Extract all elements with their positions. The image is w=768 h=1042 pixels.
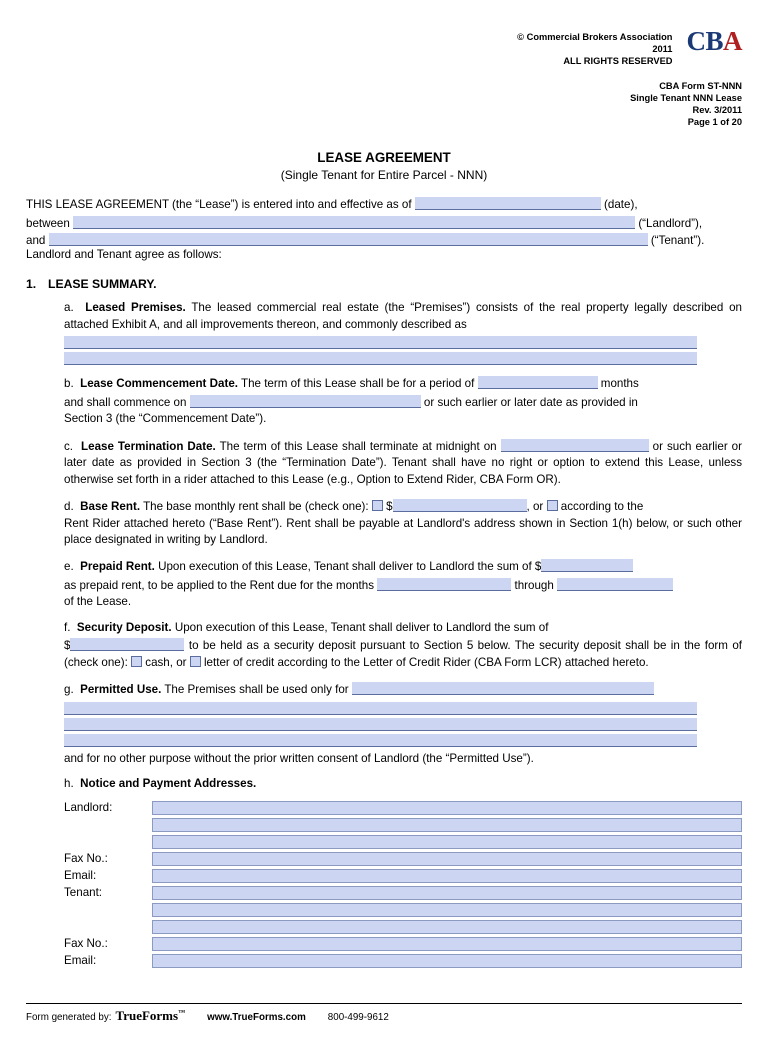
page-title: LEASE AGREEMENT: [317, 149, 451, 165]
item-a-leased-premises: [64, 300, 742, 365]
permitted-use-field-1[interactable]: [352, 682, 654, 695]
form-info-block: [26, 80, 742, 128]
item-d-text-1: The base monthly rent shall be (check one):: [143, 500, 369, 514]
item-f-text-1: Upon execution of this Lease, Tenant shall deliver to Landlord the sum of: [174, 620, 549, 634]
intro-line1-pre: THIS LEASE AGREEMENT (the “Lease”) is entered into and effective as of: [26, 197, 412, 211]
item-g-letter: g.: [64, 683, 74, 697]
item-d-base-rent: [64, 497, 742, 548]
item-h-letter: h.: [64, 777, 74, 791]
termination-date-field[interactable]: [501, 439, 649, 452]
address-row-landlord: [64, 801, 742, 815]
item-b-text-4: or such earlier or later date as provided in: [423, 395, 638, 409]
address-row-tenant-email: [64, 954, 742, 968]
tenant-address-field-3[interactable]: [152, 920, 742, 934]
address-row-tenant-fax: [64, 937, 742, 951]
landlord-fax-field[interactable]: [152, 852, 742, 866]
section-1-title: LEASE SUMMARY.: [48, 277, 157, 292]
item-c-termination-date: [64, 437, 742, 488]
item-c-text-1: The term of this Lease shall terminate at midnight on: [219, 439, 497, 453]
footer-website[interactable]: www.TrueForms.com: [207, 1012, 306, 1023]
landlord-address-field-2[interactable]: [152, 818, 742, 832]
item-f-dollar: $: [64, 639, 71, 653]
footer-brand: [116, 1008, 186, 1024]
cba-logo-text: CB: [686, 26, 723, 56]
item-a-text: The leased commercial real estate (the “Premises”) consists of the real property legally described on attached Exhibit A, and all improvements thereon, and commonly described as: [64, 301, 743, 331]
form-revision: Rev. 3/2011: [692, 104, 742, 115]
address-row-landlord-email: [64, 869, 742, 883]
base-rent-rider-checkbox[interactable]: [547, 500, 558, 511]
intro-line3-pre: and: [26, 234, 46, 248]
footer-brand-name: TrueForms: [115, 1008, 179, 1023]
tenant-fax-label: Fax No.:: [64, 937, 108, 950]
address-block: [64, 801, 742, 968]
intro-line3-post: (“Tenant”).: [650, 234, 705, 248]
cba-logo-accent: A: [723, 26, 742, 56]
effective-date-field[interactable]: [415, 197, 601, 210]
landlord-address-field-1[interactable]: [152, 801, 742, 815]
intro-paragraph: [26, 195, 742, 213]
landlord-email-label: Email:: [64, 869, 97, 882]
item-f-text-4: letter of credit according to the Letter of Credit Rider (CBA Form LCR) attached hereto.: [203, 655, 649, 669]
copyright-block: [517, 30, 672, 68]
copyright-line-1: © Commercial Brokers Association: [517, 32, 673, 42]
commencement-date-field[interactable]: [190, 395, 421, 408]
premises-description-field-1[interactable]: [64, 336, 697, 349]
intro-line3: [26, 231, 742, 247]
intro-line2: [26, 214, 742, 230]
permitted-use-field-2[interactable]: [64, 702, 697, 715]
item-f-security-deposit: [64, 620, 742, 671]
base-rent-amount-checkbox[interactable]: [372, 500, 383, 511]
address-row-landlord-fax: [64, 852, 742, 866]
tenant-name-field[interactable]: [49, 233, 648, 246]
security-deposit-amount-field[interactable]: [70, 638, 184, 651]
item-b-label: Lease Commencement Date.: [80, 377, 238, 391]
item-b-text-2: months: [600, 377, 639, 391]
item-e-text-2: as prepaid rent, to be applied to the Rent due for the months: [64, 578, 375, 592]
address-row-landlord-3: [64, 835, 742, 849]
item-d-text-2: , or: [526, 500, 544, 514]
landlord-address-field-3[interactable]: [152, 835, 742, 849]
permitted-use-field-3[interactable]: [64, 718, 697, 731]
page-content: [26, 26, 743, 968]
security-deposit-loc-checkbox[interactable]: [190, 656, 201, 667]
intro-line4: Landlord and Tenant agree as follows:: [26, 248, 222, 262]
item-d-label: Base Rent.: [80, 500, 141, 514]
landlord-fax-label: Fax No.:: [64, 852, 108, 865]
footer-brand-trademark: ™: [178, 1008, 186, 1017]
page-subtitle: (Single Tenant for Entire Parcel - NNN): [280, 167, 488, 182]
item-h-label: Notice and Payment Addresses.: [80, 777, 257, 791]
tenant-address-field-1[interactable]: [152, 886, 742, 900]
address-row-tenant-2: [64, 903, 742, 917]
copyright-line-2: 2011: [652, 43, 673, 54]
item-a-label: Leased Premises.: [85, 301, 186, 315]
tenant-fax-field[interactable]: [152, 937, 742, 951]
prepaid-rent-amount-field[interactable]: [541, 559, 633, 572]
item-g-text-1: The Premises shall be used only for: [164, 683, 349, 697]
item-d-letter: d.: [64, 500, 74, 514]
item-e-text-3: through: [514, 578, 554, 592]
tenant-address-field-2[interactable]: [152, 903, 742, 917]
footer-generated-by: Form generated by:: [26, 1012, 112, 1023]
intro-line1-post: (date),: [604, 197, 638, 211]
item-h-notice-addresses: [64, 776, 742, 792]
form-name: Single Tenant NNN Lease: [630, 92, 742, 103]
item-f-letter: f.: [64, 620, 71, 634]
section-1-heading: [26, 277, 742, 291]
item-e-letter: e.: [64, 560, 74, 574]
tenant-address-label: Tenant:: [64, 886, 103, 899]
item-b-commencement-date: [64, 374, 742, 427]
section-1-number: 1.: [26, 277, 37, 292]
prepaid-rent-through-field[interactable]: [557, 578, 673, 591]
section-1-items: [64, 300, 742, 792]
intro-line2-pre: between: [26, 217, 70, 231]
item-f-text-2: to be held as a security deposit pursuant to Section 5 below. The security deposit shall be in the form of (check one):: [64, 639, 742, 669]
landlord-email-field[interactable]: [152, 869, 742, 883]
landlord-address-label: Landlord:: [64, 801, 113, 814]
footer-phone: 800-499-9612: [327, 1012, 389, 1023]
item-c-text-2: or such earlier or later date as provided in Section 3 (the “Termination Date”). Tenant shall have no right or option to extend this Lease, unless otherwise set forth in a rider attached to this Lease (e.g., Option to Extend Rider, CBA Form OR).: [64, 439, 742, 486]
form-id: CBA Form ST-NNN: [659, 80, 742, 91]
prepaid-rent-from-field[interactable]: [377, 578, 511, 591]
item-c-letter: c.: [64, 439, 74, 453]
item-g-permitted-use: [64, 680, 742, 767]
item-d-text-3: according to the: [560, 500, 644, 514]
address-row-tenant: [64, 886, 742, 900]
item-e-prepaid-rent: [64, 557, 742, 610]
item-d-dollar: $: [386, 500, 393, 514]
security-deposit-cash-checkbox[interactable]: [131, 656, 142, 667]
item-f-text-3: cash, or: [145, 655, 187, 669]
item-b-text-5: Section 3 (the “Commencement Date”).: [64, 412, 267, 426]
cba-logo: [686, 28, 742, 55]
item-a-letter: a.: [64, 301, 74, 315]
item-e-text-1: Upon execution of this Lease, Tenant shall deliver to Landlord the sum of $: [158, 560, 542, 574]
address-row-landlord-2: [64, 818, 742, 832]
item-c-label: Lease Termination Date.: [81, 439, 216, 453]
landlord-name-field[interactable]: [73, 216, 635, 229]
permitted-use-field-4[interactable]: [64, 734, 697, 747]
tenant-email-field[interactable]: [152, 954, 742, 968]
address-row-tenant-3: [64, 920, 742, 934]
item-b-letter: b.: [64, 377, 74, 391]
premises-description-field-2[interactable]: [64, 352, 697, 365]
lease-term-months-field[interactable]: [478, 376, 598, 389]
tenant-email-label: Email:: [64, 954, 97, 967]
item-g-text-2: and for no other purpose without the prior written consent of Landlord (the “Permitted Use”).: [64, 751, 534, 765]
intro-line2-post: (“Landlord”),: [638, 217, 703, 231]
base-rent-amount-field[interactable]: [393, 499, 527, 512]
copyright-line-3: ALL RIGHTS RESERVED: [563, 55, 673, 66]
item-b-text-3: and shall commence on: [64, 395, 187, 409]
document-footer: [26, 1003, 742, 1024]
item-g-label: Permitted Use.: [80, 683, 162, 697]
page-number: Page 1 of 20: [687, 116, 742, 127]
item-d-text-4: Rent Rider attached hereto (“Base Rent”). Rent shall be payable at Landlord's address shown in Section 1(h) below, or such other place designated in writing by Landlord.: [64, 516, 742, 546]
item-b-text-1: The term of this Lease shall be for a period of: [241, 377, 475, 391]
item-e-label: Prepaid Rent.: [80, 560, 155, 574]
item-f-label: Security Deposit.: [76, 620, 172, 634]
item-e-text-4: of the Lease.: [64, 595, 132, 609]
document-header: [26, 26, 742, 68]
